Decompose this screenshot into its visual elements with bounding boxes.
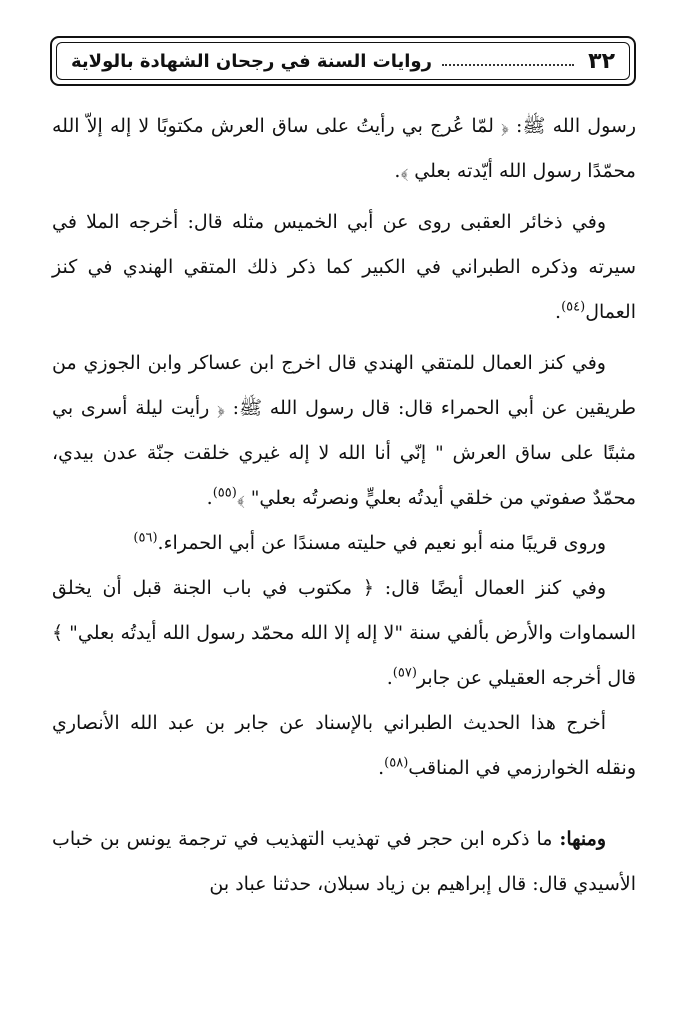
footnote-marker: (٥٤) bbox=[561, 299, 586, 315]
paragraph-text: أخرج هذا الحديث الطبراني بالإسناد عن جابر بن عبد الله الأنصاري ونقله الخوارزمي في المناقب bbox=[52, 712, 636, 779]
paragraph-text: رسول الله ﷺ: ﴿ لمّا عُرج بي رأيتُ على ساق العرش مكتوبًا لا إله إلاّ الله محمّدًا رسول الله أيّدته بعلي ﴾. bbox=[52, 115, 636, 182]
paragraph-text: وفي ذخائر العقبى روى عن أبي الخميس مثله قال: أخرجه الملا في سيرته وذكره الطبراني في الكبير كما ذكر ذلك المتقي الهندي في كنز العمال bbox=[52, 211, 636, 323]
paragraph-text: وفي كنز العمال أيضًا قال: ﴿ مكتوب في باب الجنة قبل أن يخلق السماوات والأرض بألفي سنة "لا إله إلا الله محمّد رسول الله أيدتُه بعلي" ﴾ قال أخرجه العقيلي عن جابر bbox=[52, 577, 636, 689]
footnote-marker: (٥٥) bbox=[212, 485, 237, 501]
paragraph-text: ما ذكره ابن حجر في تهذيب التهذيب في ترجمة يونس بن خباب الأسيدي قال: قال إبراهيم بن زياد سبلان، حدثنا عباد بن bbox=[52, 828, 636, 895]
paragraph bbox=[52, 817, 636, 907]
paragraph-text: وفي كنز العمال للمتقي الهندي قال اخرج ابن عساكر وابن الجوزي من طريقين عن أبي الحمراء قال: قال رسول الله ﷺ: ﴿ رأيت ليلة أسرى بي مثبتًا على ساق العرش " إنّي أنا الله لا إله غيري خلقت جنّة عدن بيدي، محمّدٌ صفوتي من خلقي أيدتُه بعليٍّ ونصرتُه بعلي" ﴾ bbox=[52, 352, 636, 509]
paragraph bbox=[52, 701, 636, 791]
paragraph-tail: . bbox=[386, 667, 393, 689]
footnote-marker: (٥٧) bbox=[392, 665, 417, 681]
paragraph-tail: . bbox=[555, 301, 562, 323]
footnote-marker: (٥٨) bbox=[384, 755, 409, 771]
paragraph bbox=[52, 104, 636, 194]
paragraph bbox=[52, 521, 636, 566]
running-header bbox=[50, 36, 636, 86]
paragraph-tail: . bbox=[378, 757, 385, 779]
paragraph bbox=[52, 566, 636, 701]
paragraph-lead: ومنها: bbox=[559, 828, 606, 850]
running-header-inner-border bbox=[56, 42, 630, 80]
body-text bbox=[52, 104, 636, 907]
paragraph-tail: . bbox=[206, 487, 213, 509]
paragraph bbox=[52, 200, 636, 335]
header-dotted-leader bbox=[442, 64, 574, 66]
page-number: ٣٢ bbox=[588, 48, 615, 74]
paragraph bbox=[52, 341, 636, 521]
paragraph-text: وروى قريبًا منه أبو نعيم في حليته مسندًا عن أبي الحمراء. bbox=[157, 532, 606, 554]
running-title: روايات السنة في رجحان الشهادة بالولاية bbox=[71, 50, 432, 72]
footnote-marker: (٥٦) bbox=[133, 530, 158, 546]
